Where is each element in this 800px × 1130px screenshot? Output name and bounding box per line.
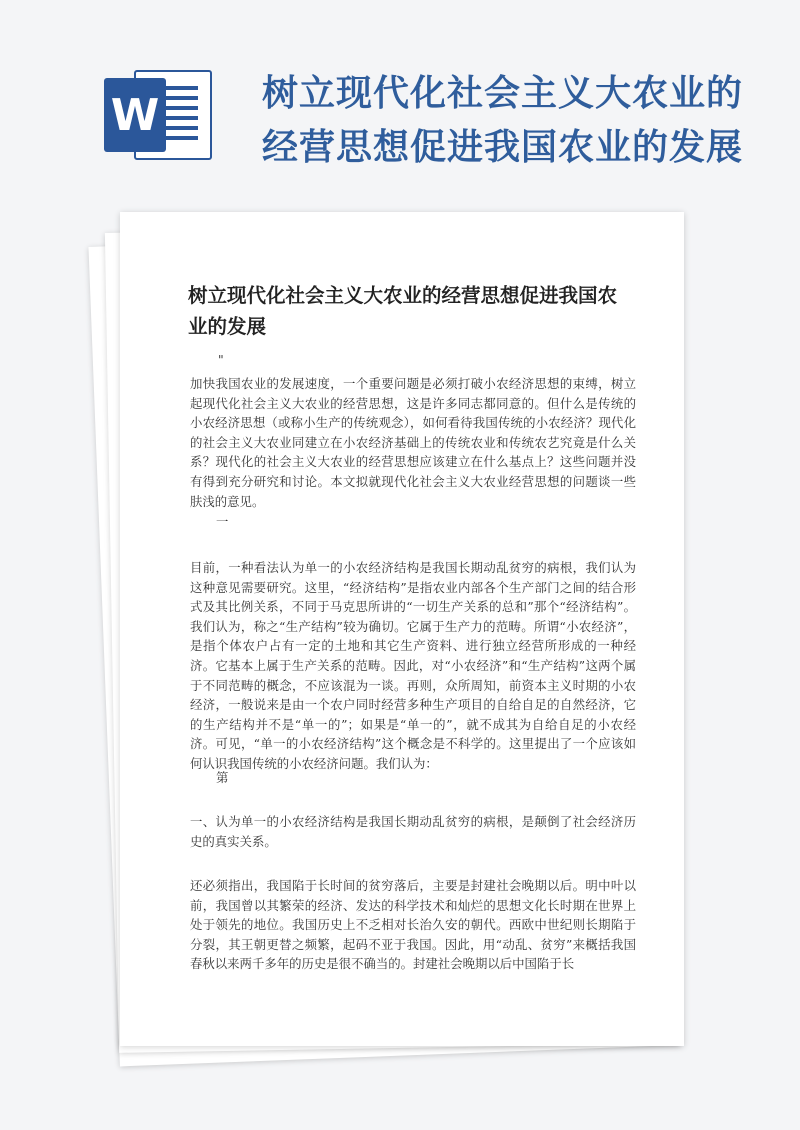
paragraph-text: 目前，一种看法认为单一的小农经济结构是我国长期动乱贫穷的病根，我们认为这种意见需要研究。这里，“经济结构”是指农业内部各个生产部门之间的结合形式及其比例关系，不同于马克思所讲的“一切生产关系的总和”那个“经济结构”。我们认为，称之“生产结构”较为确切。它属于生产力的范畴。所谓“小农经济”，是指个体农户占有一定的土地和其它生产资料、进行独立经营所形成的一种经济。它基本上属于生产关系的范畴。因此，对“小农经济”和“生产结构”这两个属于不同范畴的概念，不应该混为一谈。再则，众所周知，前资本主义时期的小农经济，一般说来是由一个农户同时经营多种生产项目的自给自足的自然经济，它的生产结构并不是“单一的”；如果是“单一的”，就不成其为自给自足的小农经济。可见，“单一的小农经济结构”这个概念是不科学的。这里提出了一个应该如何认识我国传统的小农经济问题。我们认为： <box>190 560 636 771</box>
text-line-icon <box>162 96 198 100</box>
text-line-icon <box>162 126 198 130</box>
section-heading-one: 一 <box>216 514 229 529</box>
page-title-line-2: 经营思想促进我国农业的发展 <box>262 126 744 168</box>
page-title-line-1: 树立现代化社会主义大农业的 <box>262 72 744 114</box>
section-heading-di: 第 <box>216 770 229 785</box>
paragraph-text: 一、认为单一的小农经济结构是我国长期动乱贫穷的病根，是颠倒了社会经济历史的真实关系。 <box>190 814 636 849</box>
text-line-icon <box>162 116 198 120</box>
document-title <box>188 280 648 342</box>
text-line-icon <box>162 106 198 110</box>
word-document-icon <box>104 66 216 164</box>
text-line-icon <box>162 136 198 140</box>
paragraph-text: 加快我国农业的发展速度，一个重要问题是必须打破小农经济思想的束缚，树立起现代化社会主义大农业的经营思想，这是许多同志都同意的。但什么是传统的小农经济思想（或称小生产的传统观念），如何看待我国传统的小农经济？现代化的社会主义大农业同建立在小农经济基础上的传统农业和传统农艺究竟是什么关系？现代化的社会主义大农业的经营思想应该建立在什么基点上？这些问题并没有得到充分研究和讨论。本文拟就现代化社会主义大农业经营思想的问题谈一些肤浅的意见。 <box>190 376 636 509</box>
paragraph-structure <box>190 558 636 774</box>
paragraph-history <box>190 876 636 974</box>
document-title-line-2: 业的发展 <box>188 315 267 338</box>
document-title-line-1: 树立现代化社会主义大农业的经营思想促进我国农 <box>188 284 618 307</box>
paragraph-intro <box>190 374 636 511</box>
paragraph-point-one <box>190 812 636 851</box>
paragraph-text: 还必须指出，我国陷于长时间的贫穷落后，主要是封建社会晚期以后。明中叶以前，我国曾以其繁荣的经济、发达的科学技术和灿烂的思想文化长时期在世界上处于领先的地位。我国历史上不乏相对长治久安的朝代。西欧中世纪则长期陷于分裂，其王朝更替之频繁，起码不亚于我国。因此，用“动乱、贫穷”来概括我国春秋以来两千多年的历史是很不确当的。封建社会晚期以后中国陷于长 <box>190 878 636 972</box>
text-line-icon <box>162 86 198 90</box>
word-w-badge: W <box>104 78 166 152</box>
page-title <box>262 66 782 174</box>
quote-mark: " <box>218 352 224 367</box>
